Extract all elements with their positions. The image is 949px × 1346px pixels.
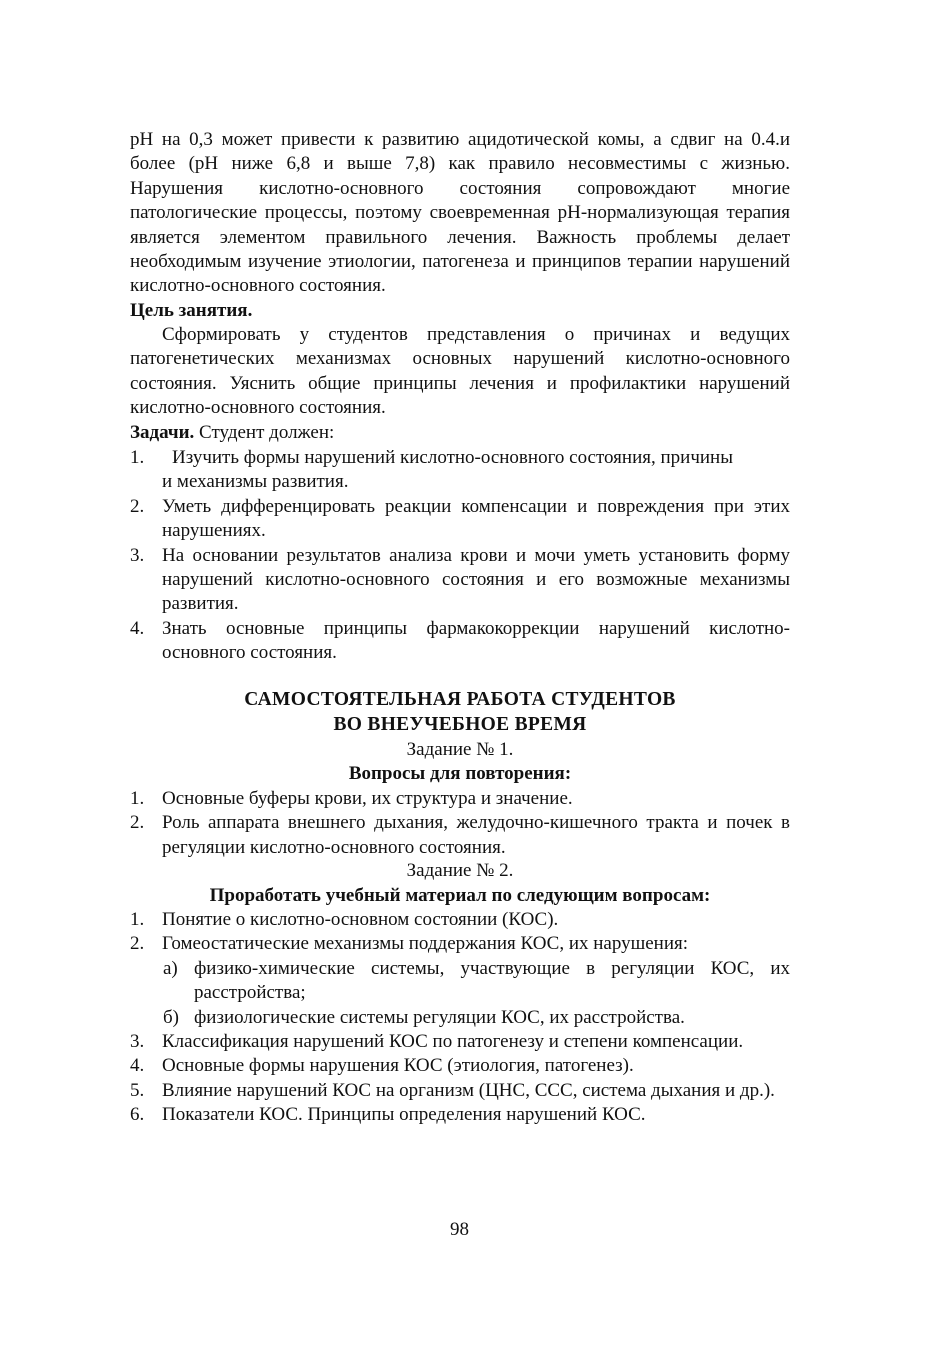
item-number: 1.: [130, 447, 145, 468]
item-text: Основные буферы крови, их структура и значение.: [162, 788, 573, 809]
list-item: [130, 932, 790, 956]
item-number: 4.: [130, 1055, 145, 1077]
item-number: 1.: [130, 788, 145, 809]
item-number: 5.: [130, 1079, 145, 1101]
sub-list-item: [130, 957, 790, 1006]
intro-paragraph: рН на 0,3 может привести к развитию ацидотической комы, а сдвиг на 0.4.и более (рН ниже 6,8 и выше 7,8) как правило несовместимы с жизнью. Нарушения кислотно-основного состояния сопровождают многие патологические процессы, поэтому своевременная рН-нормализующая терапия является элементом правильного лечения. Важность проблемы делает необходимым изучение этиологии, патогенеза и принципов терапии нарушений кислотно-основного состояния.: [130, 129, 790, 297]
item-text: Показатели КОС. Принципы определения нарушений КОС.: [162, 1104, 646, 1126]
list-item: [130, 1030, 790, 1054]
item-number: 2.: [130, 933, 145, 955]
list-item: [130, 908, 790, 932]
section-title: [130, 688, 790, 737]
item-text: Основные формы нарушения КОС (этиология, патогенез).: [162, 1055, 634, 1077]
list-item: [130, 1103, 790, 1127]
item-number: 2.: [130, 812, 145, 834]
list-item: [130, 1079, 790, 1103]
page-number: 98: [450, 1219, 469, 1240]
goal-heading: Цель занятия.: [130, 300, 253, 321]
sub-item-text: физико-химические системы, участвующие в регуляции КОС, их расстройства;: [194, 957, 790, 1004]
sub-item-letter: б): [163, 1006, 179, 1028]
item-number: 6.: [130, 1104, 145, 1126]
sub-list-item: [130, 1006, 790, 1030]
list-item: [130, 811, 790, 860]
list-item: [130, 495, 790, 544]
item-text: Гомеостатические механизмы поддержания КОС, их нарушения:: [162, 933, 689, 955]
section-title-line1: САМОСТОЯТЕЛЬНАЯ РАБОТА СТУДЕНТОВ: [244, 689, 676, 710]
tasks-list: [130, 446, 790, 666]
item-text-first: Изучить формы нарушений кислотно-основного состояния, причины: [172, 447, 733, 468]
tasks-line: [130, 421, 790, 445]
assignment2-subtitle: Проработать учебный материал по следующим вопросам:: [209, 885, 711, 906]
item-number: 2.: [130, 495, 145, 517]
item-number: 4.: [130, 617, 145, 639]
item-text: Влияние нарушений КОС на организм (ЦНС, ССС, система дыхания и др.).: [162, 1079, 775, 1101]
item-text: Классификация нарушений КОС по патогенезу и степени компенсации.: [162, 1031, 744, 1053]
list-item: [130, 787, 790, 811]
item-number: 1.: [130, 909, 145, 930]
assignment1-list: [130, 787, 790, 860]
assignment1-subtitle: Вопросы для повторения:: [348, 763, 572, 784]
section-title-line2: ВО ВНЕУЧЕБНОЕ ВРЕМЯ: [333, 713, 587, 735]
sub-item-letter: а): [163, 957, 178, 979]
list-item: [130, 446, 790, 495]
list-item: [130, 1054, 790, 1078]
item-text: Роль аппарата внешнего дыхания, желудочно-кишечного тракта и почек в регуляции кислотно-основного состояния.: [162, 812, 790, 858]
item-text: Понятие о кислотно-основном состоянии (КОС).: [162, 909, 559, 930]
tasks-intro: Студент должен:: [194, 422, 335, 443]
item-text: Уметь дифференцировать реакции компенсации и повреждения при этих нарушениях.: [162, 495, 790, 542]
sub-item-text: физиологические системы регуляции КОС, их расстройства.: [194, 1006, 685, 1028]
item-number: 3.: [130, 1031, 145, 1053]
item-text: На основании результатов анализа крови и мочи уметь установить форму нарушений кислотно-основного состояния и его возможные механизмы развития.: [162, 544, 790, 615]
goal-paragraph: Сформировать у студентов представления о причинах и ведущих патогенетических механизмах основных нарушений кислотно-основного состояния. Уяснить общие принципы лечения и профилактики нарушений кислотно-основного состояния.: [130, 324, 790, 419]
list-item: [130, 617, 790, 666]
item-number: 3.: [130, 544, 145, 566]
item-text-rest: и механизмы развития.: [162, 471, 349, 493]
assignment2-list: [130, 908, 790, 1128]
assignment2-title: Задание № 2.: [406, 860, 514, 881]
assignment1-title: Задание № 1.: [406, 739, 514, 760]
item-text: Знать основные принципы фармакокоррекции нарушений кислотно-основного состояния.: [162, 617, 790, 664]
tasks-label: Задачи.: [130, 422, 195, 443]
list-item: [130, 544, 790, 617]
